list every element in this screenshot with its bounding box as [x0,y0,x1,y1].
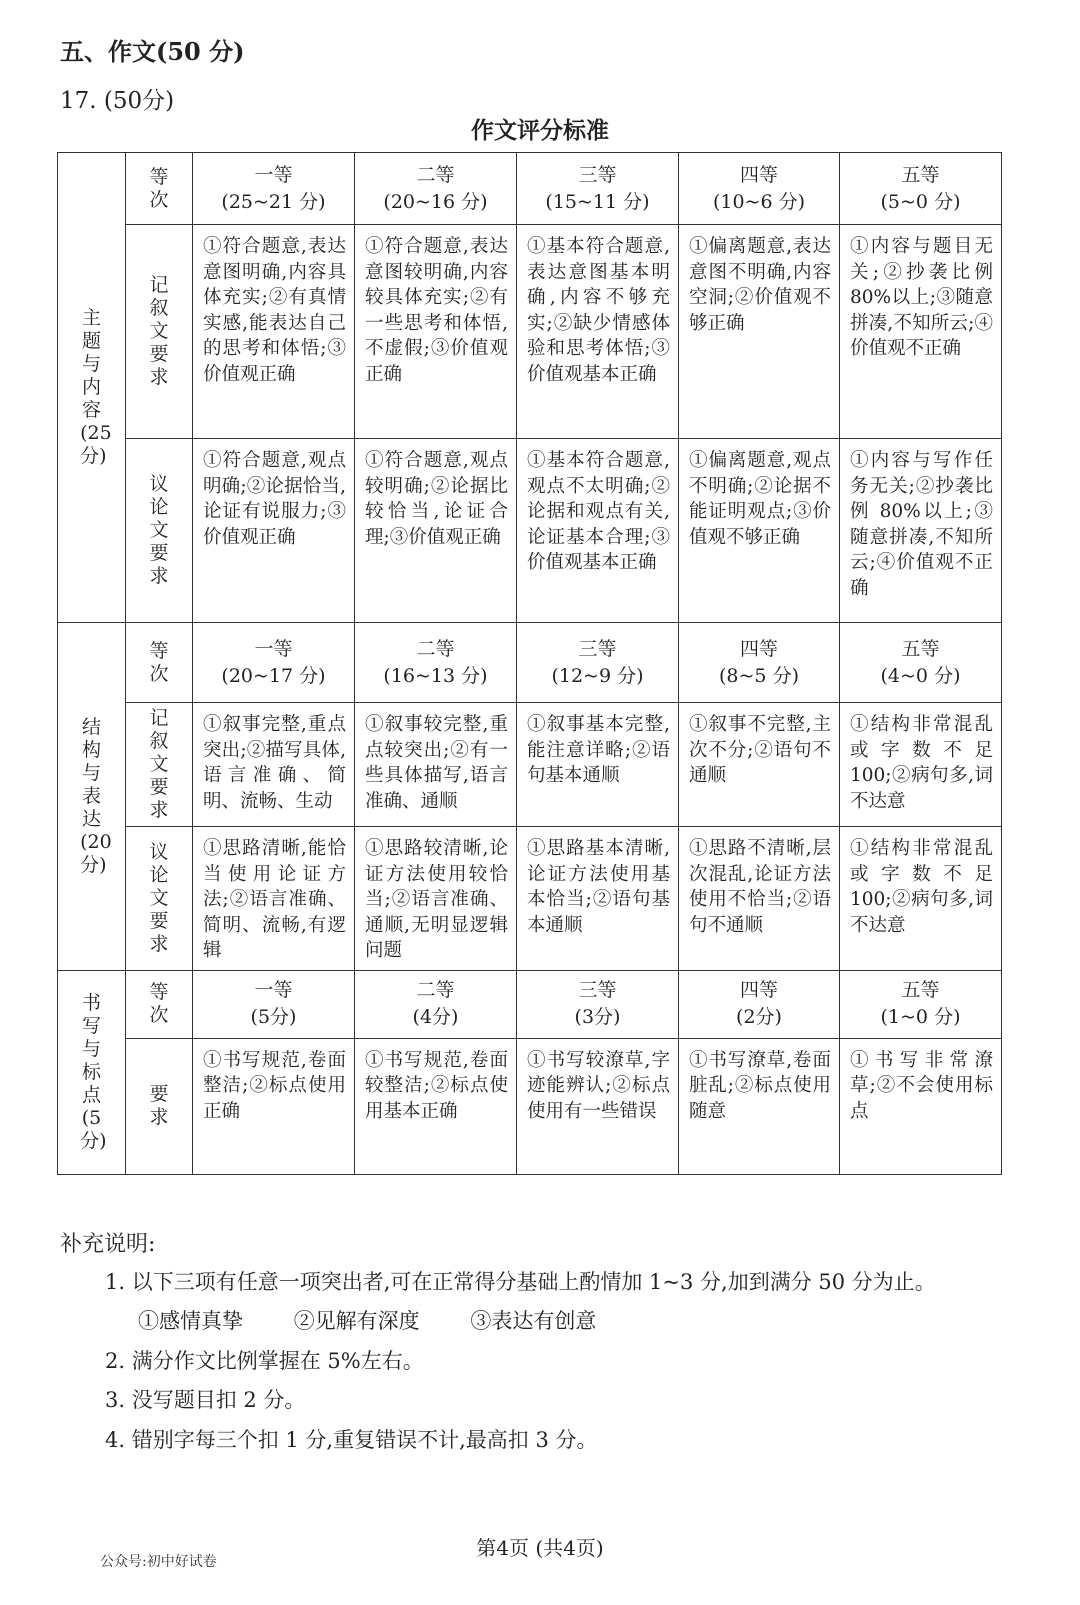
grade-score: (10~6 分) [712,190,806,213]
criteria-cell: ①符合题意,表达意图明确,内容具体充实;②有真情实感,能表达自己的思考和体悟;③价值观正确 [193,225,355,439]
grade-header [355,153,517,225]
criteria-row [58,827,1002,971]
grade-score: (15~11 分) [545,190,650,213]
criteria-cell: ①偏离题意,表达意图不明确,内容空洞;②价值观不够正确 [679,225,840,439]
section-2-grade-row [58,623,1002,703]
question-label: 17. (50分) [60,88,175,114]
criteria-cell: ①书写规范,卷面较整洁;②标点使用基本正确 [355,1038,517,1174]
grade-name: 二等 [416,163,455,186]
criteria-cell: ①基本符合题意,表达意图基本明确,内容不够充实;②缺少情感体验和思考体悟;③价值观基本正确 [517,225,679,439]
criteria-cell: ①内容与写作任务无关;②抄袭比例 80%以上;③随意拼凑,不知所云;④价值观不正确 [840,439,1002,623]
grade-label-cell [126,970,193,1038]
criteria-cell: ①符合题意,观点较明确;②论据比较恰当,论证合理;③价值观正确 [355,439,517,623]
row-label: 要求 [149,1083,169,1128]
supplement-note: 2. 满分作文比例掌握在 5%左右。 [105,1349,424,1373]
row-label: 议论文要求 [149,840,169,955]
row-label-cell [126,703,193,827]
grade-name: 五等 [901,163,940,186]
grade-header [840,623,1002,703]
criteria-cell: ①书写规范,卷面整洁;②标点使用正确 [193,1038,355,1174]
criteria-cell: ①符合题意,观点明确;②论据恰当,论证有说服力;③价值观正确 [193,439,355,623]
page-number: 第4页 (共4页) [476,1536,604,1560]
grade-header [840,153,1002,225]
criteria-cell: ①内容与题目无关;②抄袭比例 80%以上;③随意拼凑,不知所云;④价值观不正确 [840,225,1002,439]
grade-header [517,623,679,703]
grade-score: (5分) [250,1006,297,1028]
criteria-cell: ①思路基本清晰,论证方法使用基本恰当;②语句基本通顺 [517,827,679,971]
grade-name: 五等 [901,979,940,1001]
grade-score: (1~0 分) [880,1006,961,1028]
grade-header [679,970,840,1038]
criteria-row [58,225,1002,439]
table-title: 作文评分标准 [471,117,609,144]
supplement-heading: 补充说明: [60,1232,156,1257]
grade-score: (16~13 分) [383,664,488,687]
criteria-cell: ①书写非常潦草;②不会使用标点 [840,1038,1002,1174]
grade-header [679,623,840,703]
criteria-row [58,703,1002,827]
grade-header [193,623,355,703]
criteria-cell: ①结构非常混乱或字数不足100;②病句多,词不达意 [840,703,1002,827]
criteria-cell: ①思路清晰,能恰当使用论证方法;②语言准确、简明、流畅,有逻辑 [193,827,355,971]
grade-score: (3分) [574,1006,621,1028]
grade-name: 二等 [416,979,455,1001]
grade-score: (20~16 分) [383,190,488,213]
grade-name: 一等 [254,979,293,1001]
grade-header [679,153,840,225]
grade-header [840,970,1002,1038]
grade-score: (25~21 分) [221,190,326,213]
category-cell [58,623,126,971]
grade-score: (12~9 分) [551,664,644,687]
grade-label: 等次 [149,639,169,685]
grade-header [355,970,517,1038]
criteria-cell: ①叙事基本完整,能注意详略;②语句基本通顺 [517,703,679,827]
grade-label: 等次 [149,981,169,1026]
grade-name: 一等 [254,637,293,660]
grade-header [517,153,679,225]
grade-label-cell [126,153,193,225]
rubric-table [57,152,1002,1175]
grade-header [193,970,355,1038]
grade-name: 四等 [739,163,778,186]
grade-label: 等次 [149,165,169,211]
row-label: 议论文要求 [149,473,169,587]
row-label-cell [126,1038,193,1174]
row-label: 记叙文要求 [149,274,169,388]
grade-label-cell [126,623,193,703]
grade-header [517,970,679,1038]
section-3-grade-row [58,970,1002,1038]
category-label: 书写与标点(5分) [80,991,107,1152]
section-title: 五、作文(50 分) [60,37,245,66]
category-cell [58,970,126,1174]
criteria-cell: ①思路不清晰,层次混乱,论证方法使用不恰当;②语句不通顺 [679,827,840,971]
bonus-item: ①感情真挚 [138,1309,243,1333]
criteria-cell: ①结构非常混乱或字数不足100;②病句多,词不达意 [840,827,1002,971]
supplement-note: 4. 错别字每三个扣 1 分,重复错误不计,最高扣 3 分。 [105,1428,598,1452]
criteria-cell: ①叙事不完整,主次不分;②语句不通顺 [679,703,840,827]
category-label: 主题与内容(25分) [80,307,112,467]
criteria-cell: ①书写潦草,卷面脏乱;②标点使用随意 [679,1038,840,1174]
criteria-cell: ①思路较清晰,论证方法使用较恰当;②语言准确、通顺,无明显逻辑问题 [355,827,517,971]
supplement-note: 1. 以下三项有任意一项突出者,可在正常得分基础上酌情加 1~3 分,加到满分 50 分为止。 [105,1270,936,1294]
section-1-grade-row [58,153,1002,225]
grade-name: 三等 [578,163,617,186]
grade-name: 五等 [901,637,940,660]
row-label-cell [126,827,193,971]
grade-score: (8~5 分) [719,664,799,687]
criteria-cell: ①书写较潦草,字迹能辨认;②标点使用有一些错误 [517,1038,679,1174]
criteria-cell: ①叙事完整,重点突出;②描写具体,语言准确、简明、流畅、生动 [193,703,355,827]
criteria-row [58,1038,1002,1174]
grade-header [355,623,517,703]
grade-name: 四等 [739,979,778,1001]
bonus-item: ③表达有创意 [470,1309,597,1333]
grade-name: 一等 [254,163,293,186]
criteria-cell: ①偏离题意,观点不明确;②论据不能证明观点;③价值观不够正确 [679,439,840,623]
wechat-watermark: 公众号:初中好试卷 [100,1554,217,1570]
supplement-note: 3. 没写题目扣 2 分。 [105,1388,306,1412]
grade-name: 四等 [739,637,778,660]
grade-name: 二等 [416,637,455,660]
row-label-cell [126,225,193,439]
grade-score: (5~0 分) [880,190,961,213]
criteria-cell: ①基本符合题意,观点不太明确;②论据和观点有关,论证基本合理;③价值观基本正确 [517,439,679,623]
category-cell [58,153,126,623]
grade-score: (20~17 分) [221,664,326,687]
bonus-item: ②见解有深度 [293,1309,420,1333]
row-label-cell [126,439,193,623]
criteria-cell: ①符合题意,表达意图较明确,内容较具体充实;②有一些思考和体悟,不虚假;③价值观正确 [355,225,517,439]
row-label: 记叙文要求 [149,707,169,821]
grade-name: 三等 [578,979,617,1001]
grade-score: (2分) [736,1006,782,1028]
grade-score: (4分) [412,1006,459,1028]
grade-header [193,153,355,225]
grade-name: 三等 [578,637,617,660]
criteria-cell: ①叙事较完整,重点较突出;②有一些具体描写,语言准确、通顺 [355,703,517,827]
grade-score: (4~0 分) [880,664,961,687]
criteria-row [58,439,1002,623]
bonus-items [138,1305,640,1335]
category-label: 结构与表达(20分) [80,715,112,876]
